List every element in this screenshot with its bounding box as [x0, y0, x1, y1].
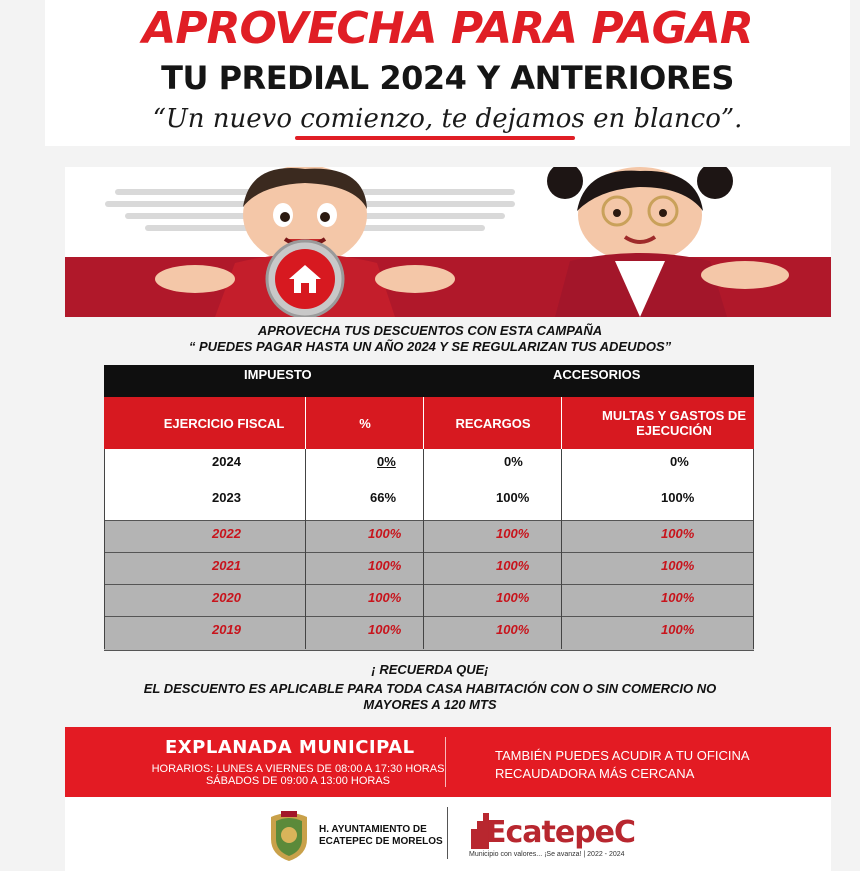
alt-office-note: [495, 747, 750, 783]
table-group-header: [104, 365, 754, 397]
header-divider: [423, 397, 424, 449]
cell-recargos: 100%: [496, 590, 530, 605]
house-icon: [285, 259, 325, 299]
group-accesorios: ACCESORIOS: [553, 367, 641, 382]
cell-pct: 100%: [368, 590, 402, 605]
cell-multas: 100%: [661, 590, 695, 605]
cell-pct: 100%: [368, 622, 402, 637]
hours-weekdays: HORARIOS: LUNES A VIERNES DE 08:00 A 17:30 HORAS: [151, 763, 445, 775]
cell-multas: 100%: [661, 558, 695, 573]
col-recargos: RECARGOS: [455, 415, 531, 431]
logos-divider: [447, 807, 448, 859]
ayuntamiento-line1: H. AYUNTAMIENTO DE: [319, 824, 427, 835]
column-divider: [305, 449, 306, 649]
ayuntamiento-name: [319, 824, 443, 848]
cell-multas: 100%: [661, 490, 695, 505]
cell-recargos: 0%: [504, 454, 523, 469]
slogan-underline: [295, 136, 575, 140]
cell-recargos: 100%: [496, 622, 530, 637]
cell-pct: 100%: [368, 526, 402, 541]
cell-multas: 0%: [670, 454, 689, 469]
cell-multas: 100%: [661, 526, 695, 541]
reminder-title: ¡ RECUERDA QUE¡: [371, 662, 489, 677]
column-divider: [423, 449, 424, 649]
col-percent: %: [359, 415, 371, 431]
cell-pct: 66%: [370, 490, 397, 505]
hours-saturday: SÁBADOS DE 09:00 A 13:00 HORAS: [205, 775, 391, 787]
campaign-title: APROVECHA TUS DESCUENTOS CON ESTA CAMPAÑA: [257, 323, 603, 338]
alt-office-line1: TAMBIÉN PUEDES ACUDIR A TU OFICINA: [495, 748, 750, 763]
ecatepec-logo: [469, 809, 636, 859]
cell-year: 2024: [212, 454, 241, 469]
table-row: [104, 520, 754, 553]
reminder-text: EL DESCUENTO ES APLICABLE PARA TODA CASA HABITACIÓN CON O SIN COMERCIO NO: [143, 681, 717, 696]
table-row: [104, 486, 754, 520]
logos-bar: [65, 797, 831, 871]
header-divider: [561, 397, 562, 449]
cell-year: 2019: [212, 622, 241, 637]
mascot-banner: [65, 167, 831, 317]
header-divider: [305, 397, 306, 449]
table-column-header: [104, 397, 754, 449]
ecatepec-tagline: Municipio con valores... ¡Se avanza! | 2022 - 2024: [469, 851, 625, 858]
table-row: [104, 584, 754, 617]
column-divider: [561, 449, 562, 649]
col-ejercicio-fiscal: EJERCICIO FISCAL: [163, 415, 285, 431]
group-impuesto: IMPUESTO: [244, 367, 312, 382]
cell-year: 2020: [212, 590, 241, 605]
subheadline: TU PREDIAL 2024 Y ANTERIORES: [161, 59, 734, 97]
cell-pct: 100%: [368, 558, 402, 573]
discount-table: [104, 365, 754, 649]
cell-year: 2022: [212, 526, 241, 541]
column-divider: [753, 449, 754, 649]
cell-year: 2021: [212, 558, 241, 573]
location-title: EXPLANADA MUNICIPAL: [165, 737, 415, 758]
seal-icon: [267, 809, 311, 861]
office-hours: [143, 763, 453, 787]
cell-recargos: 100%: [496, 558, 530, 573]
reminder-text-2: MAYORES A 120 MTS: [363, 697, 497, 712]
cell-recargos: 100%: [496, 526, 530, 541]
cell-multas: 100%: [661, 622, 695, 637]
girl-mascot: [515, 167, 795, 317]
alt-office-line2: RECAUDADORA MÁS CERCANA: [495, 766, 695, 781]
col-multas: MULTAS Y GASTOS DE EJECUCIÓN: [602, 408, 746, 438]
column-divider: [104, 449, 105, 649]
ecatepec-wordmark: EcatepeC: [486, 815, 636, 850]
boy-mascot: [155, 167, 515, 317]
location-bar: [65, 727, 831, 797]
slogan: “Un nuevo comienzo, te dejamos en blanco”.: [152, 104, 743, 134]
campaign-subtitle: “ PUEDES PAGAR HASTA UN AÑO 2024 Y SE REGULARIZAN TUS ADEUDOS”: [188, 339, 672, 354]
header: [45, 0, 850, 146]
cell-year: 2023: [212, 490, 241, 505]
footer-divider: [445, 737, 446, 787]
table-row: [104, 616, 754, 651]
cell-pct: 0%: [377, 454, 396, 469]
headline: APROVECHA PARA PAGAR: [142, 3, 753, 54]
cell-recargos: 100%: [496, 490, 530, 505]
ayuntamiento-line2: ECATEPEC DE MORELOS: [319, 836, 443, 847]
table-row: [104, 552, 754, 585]
table-row: [104, 449, 754, 486]
